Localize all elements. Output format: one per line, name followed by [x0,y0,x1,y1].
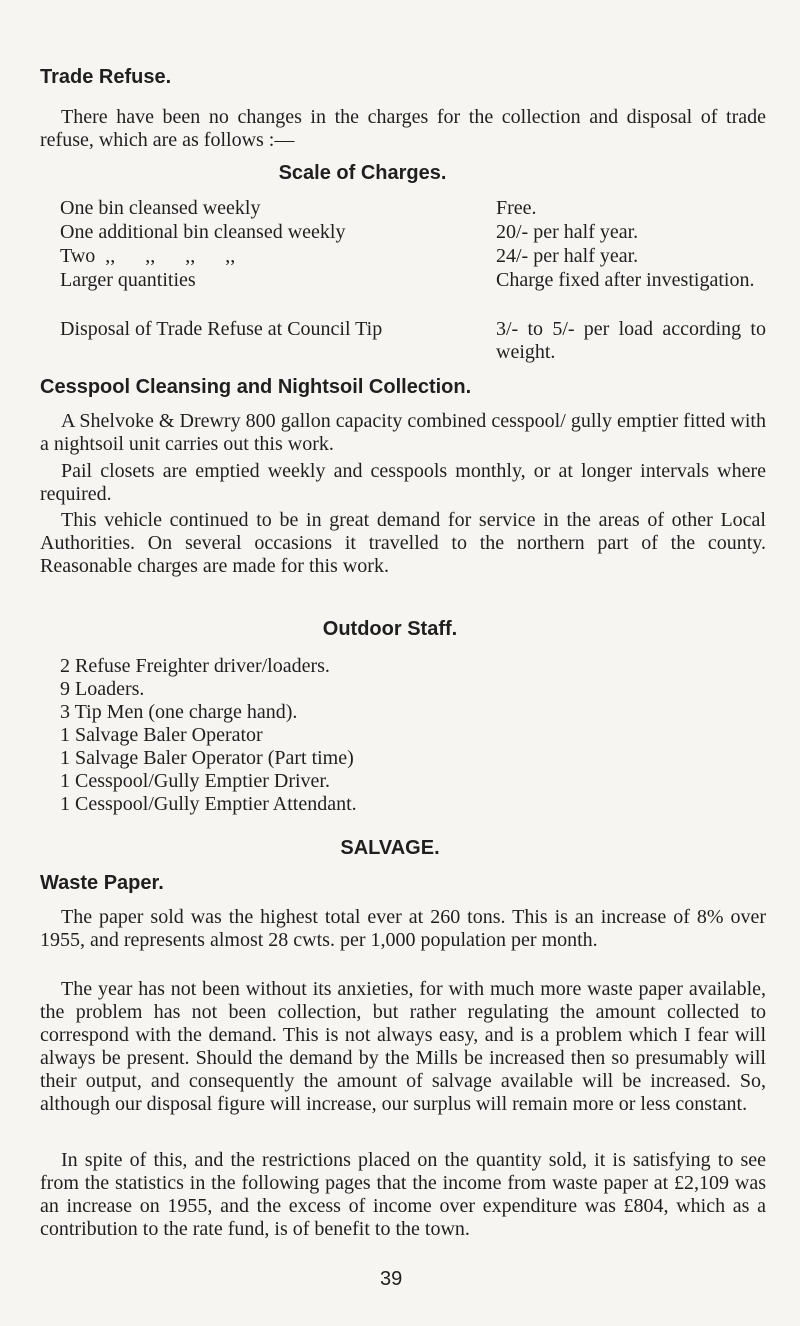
salvage-paragraph: The paper sold was the highest total ever at 260 tons. This is an increase of 8% over 1955, and represents almost 28 cwts. per 1,000 population per month. [40,906,766,951]
salvage-heading: SALVAGE. [340,837,440,859]
list-item: 1 Cesspool/Gully Emptier Attendant. [60,793,357,815]
waste-paper-heading: Waste Paper. [40,872,164,894]
charge-value: 24/- per half year. [496,245,639,267]
cesspool-paragraph: This vehicle continued to be in great demand for service in the areas of other Local Authorities. On several occasions it travelled to the northern part of the county. Reasonable charges are made for this work. [40,509,766,577]
charge-value: 20/- per half year. [496,221,639,243]
scale-of-charges-heading: Scale of Charges. [278,162,447,184]
outdoor-staff-list [60,655,357,816]
cesspool-paragraph: Pail closets are emptied weekly and cesspools monthly, or at longer intervals where required. [40,460,766,505]
outdoor-staff-heading: Outdoor Staff. [322,618,458,640]
list-item: 1 Salvage Baler Operator [60,724,263,746]
cesspool-paragraph: A Shelvoke & Drewry 800 gallon capacity combined cesspool/ gully emptier fitted with a nightsoil unit carries out this work. [40,410,766,455]
salvage-paragraph: The year has not been without its anxieties, for with much more waste paper available, the problem has not been collection, but rather regulating the amount collected to correspond with the demand. This is not always easy, and is a problem which I fear will always be present. Should the demand by the Mills be increased then so presumably will their output, and consequently the amount of salvage available will be increased. So, although our disposal figure will increase, our surplus will remain more or less constant. [40,978,766,1115]
charge-item: Two ,, ,, ,, ,, [60,245,236,267]
charge-value: Free. [496,197,537,219]
charge-item: Disposal of Trade Refuse at Council Tip [60,318,383,340]
list-item: 3 Tip Men (one charge hand). [60,701,298,723]
salvage-paragraph: In spite of this, and the restrictions placed on the quantity sold, it is satisfying to see from the statistics in the following pages that the income from waste paper at £2,109 was an increase on 1955, and the excess of income over expenditure was £804, which as a contribution to the rate fund, is of benefit to the town. [40,1149,766,1240]
charge-value: Charge fixed after investigation. [496,269,755,291]
charge-item: Larger quantities [60,269,196,291]
cesspool-heading: Cesspool Cleansing and Nightsoil Collection. [40,376,472,398]
charge-value: 3/- to 5/- per load according to weight. [496,318,766,363]
charge-item: One bin cleansed weekly [60,197,261,219]
charge-item: One additional bin cleansed weekly [60,221,346,243]
page-number: 39 [380,1268,403,1290]
list-item: 1 Salvage Baler Operator (Part time) [60,747,354,769]
list-item: 2 Refuse Freighter driver/loaders. [60,655,330,677]
trade-refuse-intro: There have been no changes in the charges for the collection and disposal of trade refuse, which are as follows :— [40,106,766,151]
list-item: 9 Loaders. [60,678,145,700]
list-item: 1 Cesspool/Gully Emptier Driver. [60,770,330,792]
trade-refuse-heading: Trade Refuse. [40,66,172,88]
